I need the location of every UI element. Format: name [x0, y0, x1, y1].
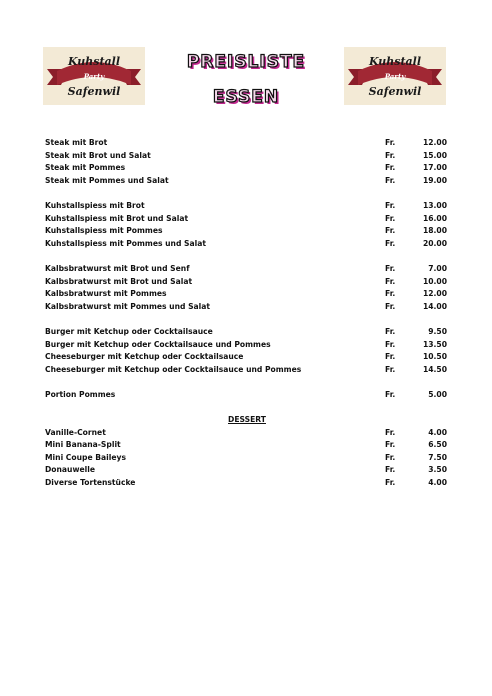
item-currency: Fr. — [385, 289, 396, 299]
item-currency: Fr. — [385, 478, 396, 488]
item-price: 18.00 — [422, 226, 447, 236]
item-currency: Fr. — [385, 339, 396, 349]
svg-text:Kuhstall: Kuhstall — [67, 55, 121, 68]
spacer — [45, 187, 447, 200]
item-name: Mini Banana-Split — [45, 440, 121, 450]
logo-right — [344, 47, 446, 105]
item-price: 14.00 — [422, 301, 447, 311]
menu-item — [45, 427, 447, 440]
item-price: 10.50 — [422, 352, 447, 362]
item-name: Portion Pommes — [45, 389, 116, 399]
item-currency: Fr. — [385, 175, 396, 185]
item-price: 7.50 — [428, 452, 447, 462]
svg-text:Party: Party — [384, 72, 406, 81]
item-name: Kuhstallspiess mit Brot — [45, 200, 145, 210]
item-currency: Fr. — [385, 440, 396, 450]
menu-item — [45, 200, 447, 213]
item-price: 13.00 — [422, 200, 447, 210]
item-name: Steak mit Brot — [45, 138, 108, 147]
svg-text:Party: Party — [83, 72, 105, 81]
item-name: Kalbsbratwurst mit Pommes und Salat — [45, 301, 211, 311]
item-name: Kuhstallspiess mit Brot und Salat — [45, 213, 189, 223]
menu-item — [45, 464, 447, 477]
svg-text:Safenwil: Safenwil — [67, 85, 121, 98]
item-name: Steak mit Pommes und Salat — [45, 175, 169, 185]
item-name: Kalbsbratwurst mit Pommes — [45, 289, 167, 299]
item-price: 12.00 — [422, 138, 447, 147]
item-name: Cheeseburger mit Ketchup oder Cocktailsauce — [45, 352, 244, 362]
item-currency: Fr. — [385, 263, 396, 273]
item-currency: Fr. — [385, 276, 396, 286]
item-currency: Fr. — [385, 138, 396, 147]
spacer — [45, 401, 447, 414]
item-price: 12.00 — [422, 289, 447, 299]
item-currency: Fr. — [385, 326, 396, 336]
item-price: 13.50 — [422, 339, 447, 349]
item-currency: Fr. — [385, 427, 396, 437]
item-name: Mini Coupe Baileys — [45, 452, 126, 462]
svg-text:Safenwil: Safenwil — [368, 85, 422, 98]
menu-item — [45, 225, 447, 238]
price-list — [45, 137, 447, 490]
menu-item — [45, 213, 447, 226]
item-name: Kuhstallspiess mit Pommes und Salat — [45, 238, 206, 248]
menu-item — [45, 137, 447, 150]
spacer — [45, 250, 447, 263]
item-currency: Fr. — [385, 389, 396, 399]
item-currency: Fr. — [385, 301, 396, 311]
item-currency: Fr. — [385, 465, 396, 475]
item-price: 16.00 — [422, 213, 447, 223]
menu-item — [45, 238, 447, 251]
item-name: Cheeseburger mit Ketchup oder Cocktailsauce und Pommes — [45, 364, 302, 374]
menu-item — [45, 364, 447, 377]
svg-text:Kuhstall: Kuhstall — [368, 55, 422, 68]
menu-item — [45, 162, 447, 175]
item-name: Burger mit Ketchup oder Cocktailsauce und Pommes — [45, 339, 271, 349]
spacer — [45, 313, 447, 326]
menu-item — [45, 175, 447, 188]
menu-item — [45, 326, 447, 339]
section-heading-dessert: DESSERT — [228, 415, 266, 425]
spacer — [45, 376, 447, 389]
item-currency: Fr. — [385, 452, 396, 462]
logo-left — [43, 47, 145, 105]
page-subtitle: ESSEN — [212, 87, 280, 107]
menu-item — [45, 452, 447, 465]
item-price: 3.50 — [428, 465, 447, 475]
item-price: 10.00 — [422, 276, 447, 286]
menu-item — [45, 150, 447, 163]
menu-item — [45, 301, 447, 314]
item-name: Diverse Tortenstücke — [45, 478, 136, 488]
item-currency: Fr. — [385, 163, 396, 173]
menu-item — [45, 276, 447, 289]
item-price: 14.50 — [422, 364, 447, 374]
item-name: Donauwelle — [45, 465, 95, 475]
item-currency: Fr. — [385, 200, 396, 210]
item-currency: Fr. — [385, 238, 396, 248]
item-name: Kuhstallspiess mit Pommes — [45, 226, 163, 236]
menu-item — [45, 288, 447, 301]
menu-item — [45, 389, 447, 402]
item-name: Steak mit Brot und Salat — [45, 150, 151, 160]
item-currency: Fr. — [385, 226, 396, 236]
menu-item — [45, 439, 447, 452]
item-price: 6.50 — [428, 440, 447, 450]
item-currency: Fr. — [385, 364, 396, 374]
item-price: 19.00 — [422, 175, 447, 185]
item-currency: Fr. — [385, 213, 396, 223]
menu-item — [45, 477, 447, 490]
item-currency: Fr. — [385, 352, 396, 362]
item-price: 7.00 — [428, 263, 447, 273]
item-name: Kalbsbratwurst mit Brot und Senf — [45, 263, 190, 273]
page-title: PREISLISTE — [186, 52, 306, 72]
menu-item — [45, 339, 447, 352]
item-price: 5.00 — [428, 389, 447, 399]
item-price: 9.50 — [428, 326, 447, 336]
item-price: 15.00 — [422, 150, 447, 160]
item-name: Kalbsbratwurst mit Brot und Salat — [45, 276, 193, 286]
item-price: 4.00 — [428, 478, 447, 488]
item-name: Steak mit Pommes — [45, 163, 126, 173]
menu-item — [45, 351, 447, 364]
item-name: Burger mit Ketchup oder Cocktailsauce — [45, 326, 213, 336]
menu-item — [45, 263, 447, 276]
item-name: Vanille-Cornet — [45, 427, 106, 437]
item-price: 20.00 — [422, 238, 447, 248]
item-price: 17.00 — [422, 163, 447, 173]
item-currency: Fr. — [385, 150, 396, 160]
item-price: 4.00 — [428, 427, 447, 437]
